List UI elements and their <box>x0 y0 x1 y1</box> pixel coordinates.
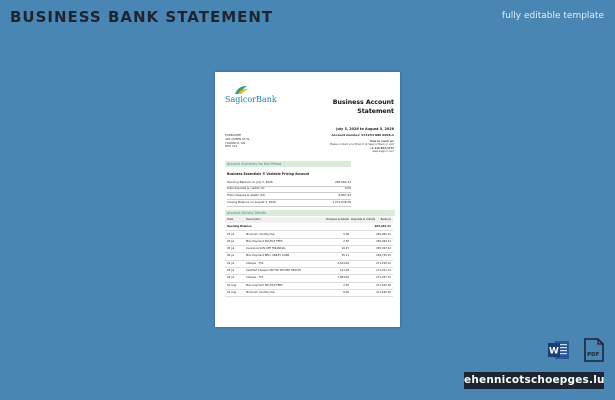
cell-desc: Cheque - 752 <box>246 261 264 265</box>
statement-period: July 3, 2026 to August 3, 2026 <box>336 127 394 131</box>
cell-chg: 2.50 <box>343 239 349 243</box>
watermark: ehennicotschoepges.lu <box>464 372 604 389</box>
cell-chg: 7,084.00 <box>337 276 349 280</box>
cell-bal: 265,065.21 <box>376 232 391 236</box>
cell-bal: 271,011.14 <box>376 269 391 272</box>
account-number: Account number: 071234 886 0096-1 <box>331 133 394 137</box>
bank-contact: How to reach us: Please contact your Branch at Sagicor Bank or visit +1 416-843-4772 www.sagicor.com <box>329 140 394 154</box>
summary-band: Account Summary for this Period <box>225 161 351 167</box>
cell-date: 04 Jul <box>227 239 235 243</box>
activity-band: Account Activity Details <box>225 210 395 216</box>
cell-desc: Minimum monthly fee <box>246 232 275 236</box>
cell-date: 06 Jul <box>227 254 235 258</box>
cell-date: 02 Aug <box>227 290 237 294</box>
svg-text:W: W <box>549 346 559 357</box>
cell-chg: 2.50 <box>343 283 349 287</box>
cell-bal: 271,636.36 <box>376 290 391 294</box>
cell-chg: 16.25 <box>341 247 349 251</box>
summary-row: Total deposits & credits (0) 0.00 <box>227 186 351 193</box>
cell-date: 05 Jul <box>227 247 235 251</box>
statement-document <box>215 72 400 327</box>
cell-bal: 265,497.42 <box>376 247 391 251</box>
cell-chg: 5.00 <box>343 232 349 236</box>
cell-date: 22 Jul <box>227 261 235 265</box>
bank-logo-icon <box>232 85 250 95</box>
page-title: BUSINESS BANK STATEMENT <box>10 8 274 26</box>
cell-desc: Certified Cheque ON FILE SECURE HEALTH <box>246 269 301 272</box>
cell-chg: 95.11 <box>341 254 349 258</box>
cell-bal: 271,037.34 <box>376 276 391 280</box>
cell-bal: 271,633.36 <box>376 283 391 287</box>
cell-date: 03 Jul <box>227 232 235 236</box>
cell-bal: 265,755.15 <box>376 254 391 258</box>
cell-desc: Misc Payment BELL UNILEY CORP <box>246 254 290 258</box>
summary-row: Opening Balance on July 3, 2026 265,662.21 <box>227 180 351 187</box>
cell-bal: 265,064.21 <box>376 239 391 243</box>
cell-date: 01 Aug <box>227 283 237 287</box>
cell-chg: 6.00 <box>343 290 349 294</box>
table-row <box>225 289 393 297</box>
table-row-opening: Opening Balance 265,662.21 <box>225 223 393 231</box>
page-subtitle: fully editable template <box>501 11 604 21</box>
cell-desc: Misc Payment PAY-FILE FEES <box>246 239 283 243</box>
cell-date: 26 Jul <box>227 269 235 272</box>
cell-desc: Cheque - 751 <box>246 276 264 280</box>
cell-chg: 211.05 <box>339 269 349 272</box>
cell-desc: Insurance SUN LIFE FINANCIAL <box>246 247 286 251</box>
cell-desc: Misc payment PAY-FILE FEES <box>246 283 283 287</box>
cell-chg: 2,524.00 <box>337 261 349 265</box>
cell-bal: 271,256.01 <box>376 261 391 265</box>
cell-date: 29 Jul <box>227 276 235 280</box>
cell-desc: Minimum monthly fee <box>246 290 275 294</box>
pdf-icon <box>583 338 605 362</box>
statement-title: Business Account Statement <box>332 99 394 115</box>
pdf-label: PDF <box>587 352 600 358</box>
customer-address: FORBOWEE 403 QUEEN ST W, TORONTO, ON M5V 2A1 <box>225 133 251 149</box>
word-icon <box>548 340 570 360</box>
summary-row: Total cheques & debits (10) 8,867.93 <box>227 193 351 200</box>
summary-row: Closing Balance on August 3, 2026 1 271,636.36 <box>227 200 351 207</box>
table-header: Date Description Cheques & Debits Deposits & Credits Balance <box>227 218 391 221</box>
summary-title: Business Essentials ® Variable Pricing Account <box>227 172 310 176</box>
bank-name: SagicorBank <box>225 95 277 104</box>
